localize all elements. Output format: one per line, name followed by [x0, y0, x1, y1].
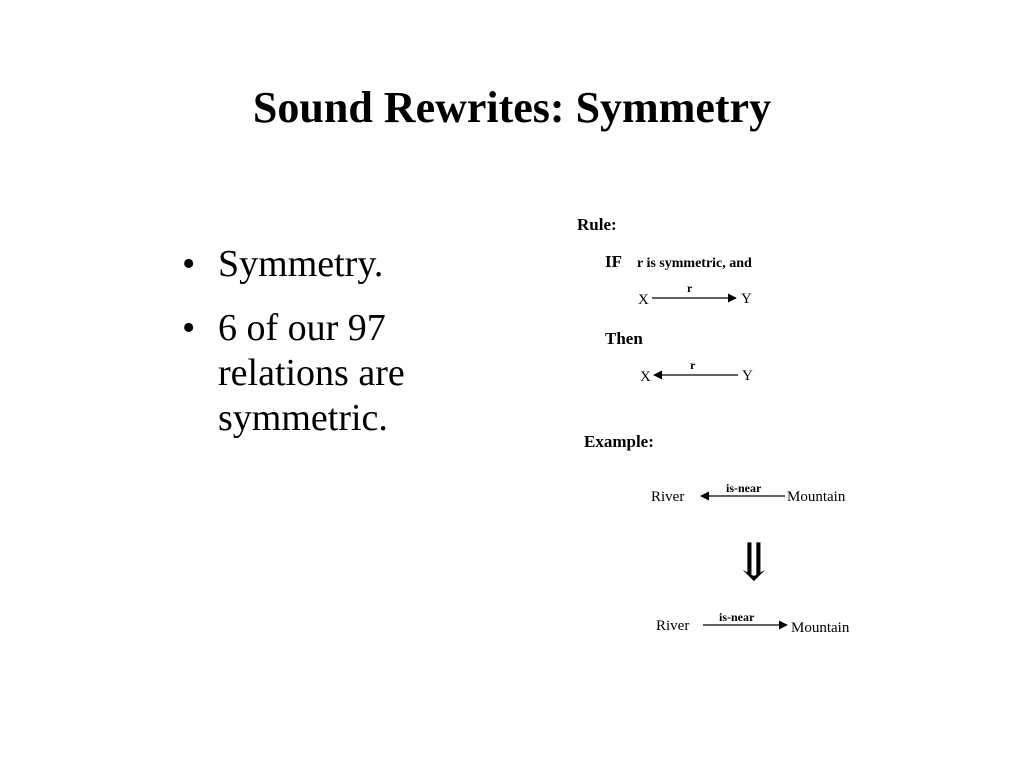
symmetry-rule-figure [560, 200, 900, 650]
bullet-item: • Symmetry. [182, 242, 482, 287]
example-before-left: River [651, 489, 685, 505]
slide-title: Sound Rewrites: Symmetry [252, 83, 772, 132]
if-relation-from: X [638, 292, 649, 308]
example-heading: Example: [584, 432, 654, 451]
then-relation-label: r [690, 358, 696, 372]
then-relation-to: Y [742, 368, 753, 384]
bullet-list [182, 242, 482, 460]
then-relation-from: X [640, 369, 651, 385]
example-after-label: is-near [719, 610, 755, 624]
if-relation-label: r [687, 281, 693, 295]
example-after-right: Mountain [791, 620, 850, 636]
if-keyword: IF [605, 252, 622, 271]
if-relation-to: Y [741, 291, 752, 307]
bullet-item: • 6 of our 97 relations are symmetric. [182, 306, 482, 441]
if-condition: r is symmetric, and [637, 256, 752, 271]
example-before-right: Mountain [787, 489, 846, 505]
implies-down-arrow-icon: ⇓ [732, 535, 776, 592]
example-after-left: River [656, 618, 690, 634]
rule-heading: Rule: [577, 215, 617, 234]
rule-diagram [560, 200, 900, 650]
example-before-label: is-near [726, 481, 762, 495]
then-keyword: Then [605, 329, 643, 348]
